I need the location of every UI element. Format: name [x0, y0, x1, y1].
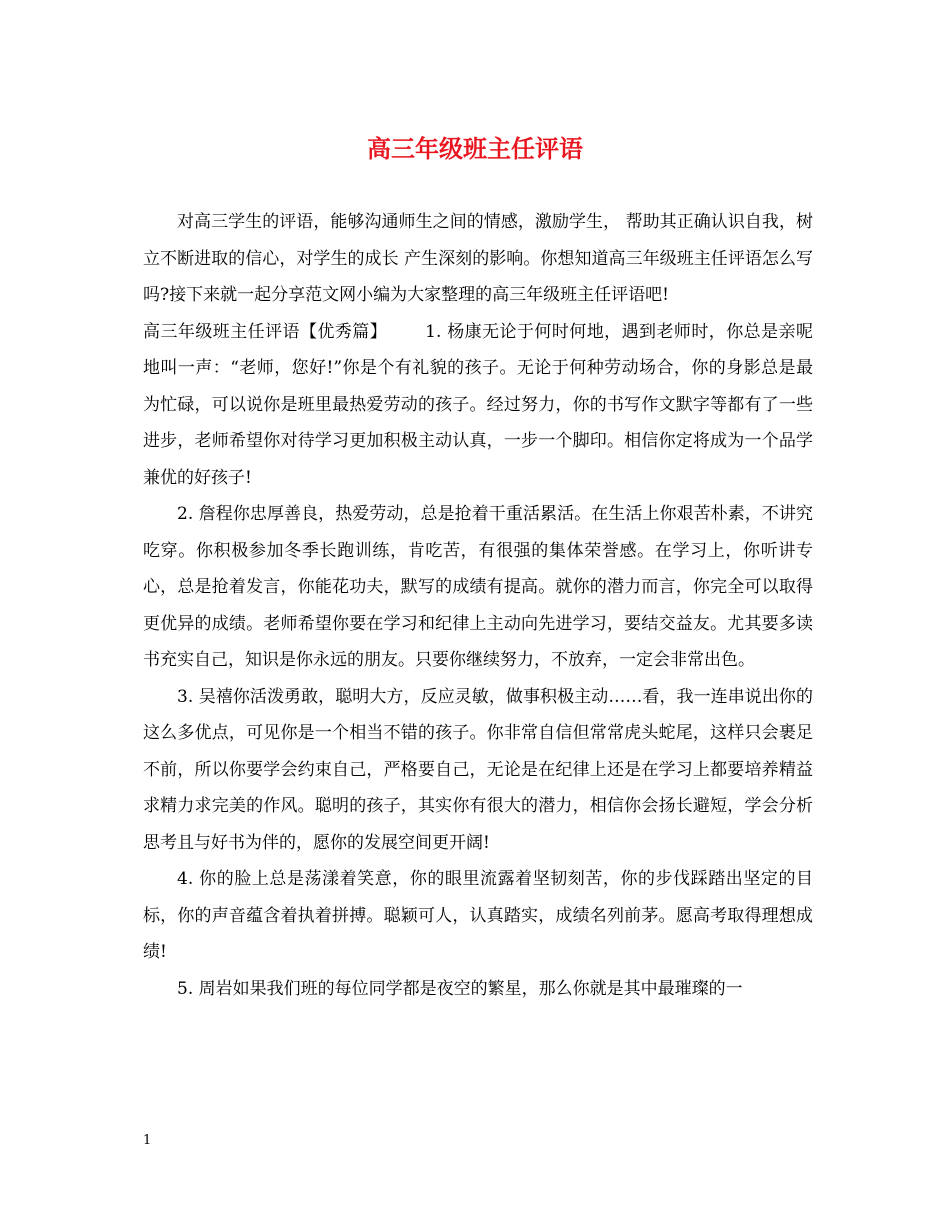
comment-5: 5. 周岩如果我们班的每位同学都是夜空的繁星，那么你就是其中最璀璨的一: [177, 978, 743, 999]
intro-paragraph: 对高三学生的评语，能够沟通师生之间的情感，激励学生， 帮助其正确认识自我，树立不断进取的信心，对学生的成长 产生深刻的影响。你想知道高三年级班主任评语怎么写吗?接下来就一起分享范文网小编为大家整理的高三年级班主任评语吧!: [143, 212, 813, 305]
comment-4: 4. 你的脸上总是荡漾着笑意，你的眼里流露着坚韧刻苦，你的步伐踩踏出坚定的目标，你的声音蕴含着执着拼搏。聪颖可人，认真踏实，成绩名列前茅。愿高考取得理想成绩!: [143, 869, 813, 962]
page-title: 高三年级班主任评语: [367, 134, 583, 163]
page-number: 1: [143, 1133, 152, 1148]
document-body: [143, 204, 813, 1007]
comment-3: 3. 吴禧你活泼勇敢，聪明大方，反应灵敏，做事积极主动……看，我一连串说出你的这么多优点，可见你是一个相当不错的孩子。你非常自信但常常虎头蛇尾，这样只会裹足不前，所以你要学会约束自己，严格要自己，无论是在纪律上还是在学习上都要培养精益求精力求完美的作风。聪明的孩子，其实你有很大的潜力，相信你会扬长避短，学会分析思考且与好书为伴的，愿你的发展空间更开阔!: [143, 686, 813, 853]
first-comment-paragraph: [143, 314, 813, 497]
comment-1: 1. 杨康无论于何时何地，遇到老师时，你总是亲呢地叫一声：“老师，您好!”你是个有礼貌的孩子。无论于何种劳动场合，你的身影总是最为忙碌，可以说你是班里最热爱劳动的孩子。经过努力，你的书写作文默字等都有了一些进步，老师希望你对待学习更加积极主动认真，一步一个脚印。相信你定将成为一个品学兼优的好孩子!: [143, 321, 814, 488]
comment-2: 2. 詹程你忠厚善良，热爱劳动，总是抢着干重活累活。在生活上你艰苦朴素，不讲究吃穿。你积极参加冬季长跑训练，肯吃苦，有很强的集体荣誉感。在学习上，你听讲专心，总是抢着发言，你能花功夫，默写的成绩有提高。就你的潜力而言，你完全可以取得更优异的成绩。老师希望你要在学习和纪律上主动向先进学习，要结交益友。尤其要多读书充实自己，知识是你永远的朋友。只要你继续努力，不放弃，一定会非常出色。: [143, 504, 813, 670]
section-heading: 高三年级班主任评语【优秀篇】: [143, 321, 388, 342]
